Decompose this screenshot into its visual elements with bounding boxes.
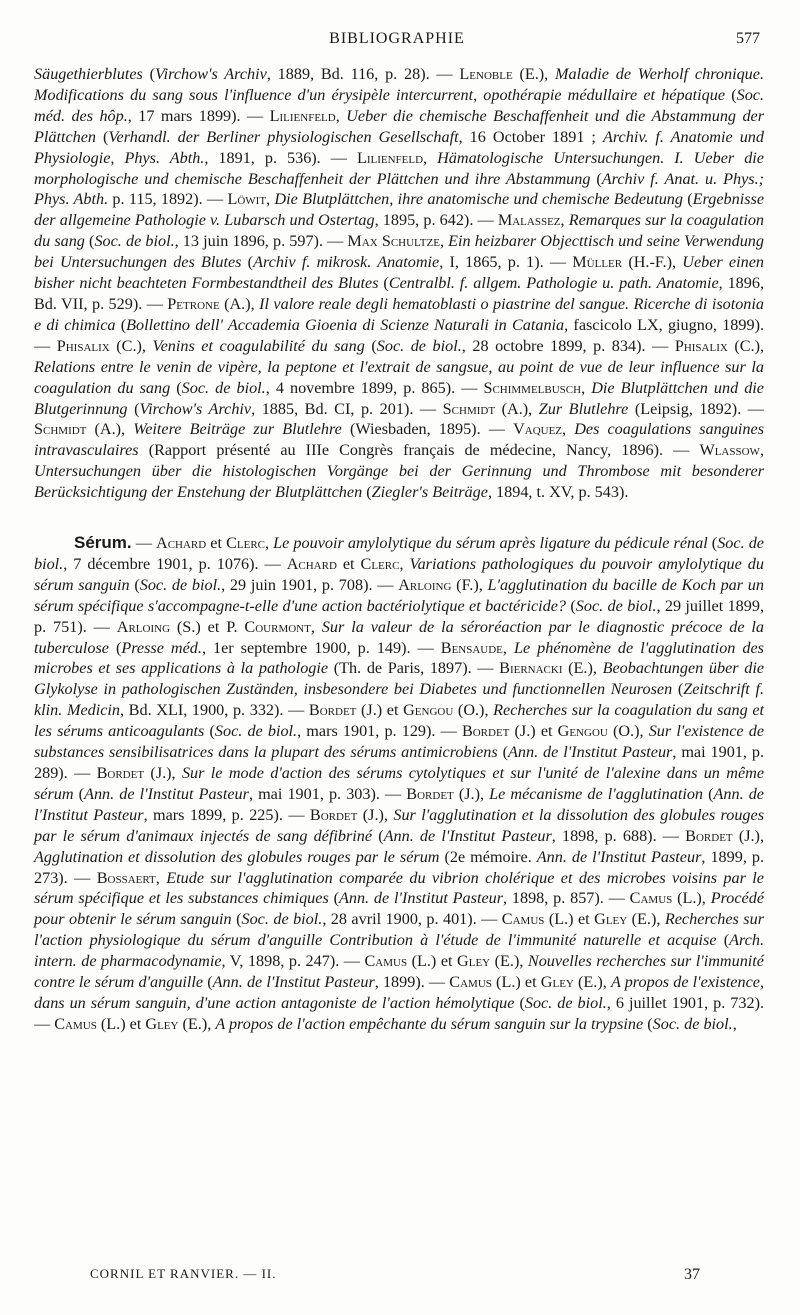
citation-text: , mars 1901, p. 129). — (297, 722, 462, 741)
italic-title: Recherches sur l'action physiologique du sérum d'anguille Contribution à l'étude de l'immunité naturelle et acquise (34, 910, 764, 950)
citation-text: , 29 juin 1901, p. 708). — (221, 575, 399, 594)
citation-text: ( (672, 680, 684, 699)
citation-text: (E.), (627, 910, 665, 929)
citation-text: , 1891, p. 536). — (204, 148, 357, 167)
author-name: Lenoble (459, 65, 513, 83)
citation-text: , 1896, Bd. VII, p. 529). — (34, 274, 764, 313)
author-name: Schmidt (442, 399, 496, 418)
citation-text: ( (96, 127, 109, 146)
page-number: 577 (736, 30, 760, 47)
citation-text: , (502, 638, 514, 657)
citation-text: ( (73, 784, 85, 803)
author-name: Clerc (226, 534, 266, 553)
citation-text: (J.), (732, 826, 764, 845)
italic-title: Recherches sur la coagulation du sang et les sérums anticoagulants (34, 701, 765, 741)
citation-text: (O.), (607, 722, 649, 741)
citation-text: , 1894, t. XV, p. 543). (487, 483, 629, 502)
citation-text: , (335, 106, 347, 125)
author-name: Bordet (461, 722, 510, 741)
citation-text: ( (127, 399, 140, 418)
citation-text: ( (328, 889, 339, 908)
citation-text: ( (203, 973, 213, 992)
italic-title: Archiv. f. Anatomie und Physiologie, Phys. Abth. (34, 127, 764, 167)
citation-text: (E.), (573, 973, 611, 992)
italic-title: Des coagulations sanguines intravasculaires (34, 420, 764, 460)
italic-title: Agglutination et dissolution des globules rouges par le sérum (34, 847, 440, 866)
italic-title: Variations pathologiques du pouvoir amylolytique du sérum sanguin (34, 554, 764, 594)
citation-text: , 28 octobre 1899, p. 834). — (461, 336, 675, 355)
italic-title: Soc. méd. des hôp. (34, 85, 765, 125)
author-name: Camus (449, 973, 492, 992)
italic-title: Ann. de l'Institut Pasteur (338, 889, 504, 908)
sheet-number: 37 (684, 1266, 700, 1283)
citation-text: ( (497, 743, 509, 762)
italic-title: Soc. de biol. (181, 378, 266, 397)
citation-text: (H.-F.), (622, 253, 683, 272)
citation-text: ( (372, 826, 384, 845)
italic-title: Ueber einen bisher nicht beachteten Formbestandtheil des Blutes (34, 253, 764, 293)
italic-title: Soc. de biol. (575, 596, 657, 615)
citation-text: , 1885, Bd. CI, p. 201). — (251, 399, 443, 418)
citation-text: ( (84, 232, 95, 251)
citation-text: , 1898, p. 688). — (551, 826, 686, 845)
author-name: Gley (540, 973, 574, 992)
citation-text: , (265, 534, 274, 553)
italic-title: Ergebnisse der allgemeine Pathologie v. Lubarsch und Ostertag (34, 190, 765, 230)
italic-title: Arch. intern. de pharmacodynamie (34, 931, 765, 971)
italic-title: Untersuchungen über die histologischen Vorgänge bei der Gerinnung und Thrombose mit besonderer Berücksichtigung der Enstehung der Blutplättchen (34, 462, 764, 502)
italic-title: Zur Blutlehre (538, 399, 629, 418)
citation-text: , 1er septembre 1900, p. 149). — (201, 638, 441, 657)
italic-title: Nouvelles recherches sur l'immunité contre le sérum d'anguille (34, 952, 764, 992)
citation-text: (L.) et (96, 1014, 146, 1033)
author-name: Petrone (167, 294, 220, 313)
author-name: Arloing (116, 617, 171, 636)
citation-text: (J.) et (509, 722, 558, 741)
citation-text: , 1898, p. 857). — (503, 889, 630, 908)
italic-title: Ann. de l'Institut Pasteur (536, 847, 702, 866)
italic-title: Ann. de l'Institut Pasteur (212, 973, 375, 992)
citation-text: , (581, 378, 592, 397)
italic-title: L'agglutination du bacille de Koch par un sérum spécifique s'accompagne-t-elle d'une action bactériolytique et bactéricide? (34, 575, 764, 615)
author-name: Vaquez (513, 420, 563, 439)
italic-title: Sur l'existence de substances sensibilisatrices dans la plupart des sérums antimicrobiens (34, 722, 765, 762)
citation-text: , mars 1899, p. 225). — (143, 805, 310, 824)
italic-title: Le mécanisme de l'agglutination (489, 784, 704, 803)
author-name: Camus (629, 889, 673, 908)
citation-text: ( (725, 85, 737, 104)
italic-title: Sur la valeur de la séroréaction par le diagnostic précoce de la tuberculose (34, 617, 764, 657)
author-name: Courmont (244, 617, 311, 636)
section-term: Sérum. (74, 533, 132, 553)
italic-title: Le pouvoir amylolytique du sérum après ligature du pédicule rénal (273, 534, 708, 553)
author-name: Phisalix (674, 336, 728, 355)
citation-text: ( (590, 169, 602, 188)
author-name: Phisalix (56, 336, 110, 355)
author-name: Bordet (308, 701, 357, 720)
citation-text: , mai 1901, p. 303). — (248, 784, 407, 803)
author-name: Löwit (227, 190, 267, 209)
italic-title: Il valore reale degli hematoblasti o piastrine del sangue. Ricerche di isotonia e di chimica (34, 294, 764, 334)
author-name: Bordet (309, 805, 358, 824)
citation-text: ( (716, 931, 730, 950)
citation-text: , (732, 1014, 737, 1033)
author-name: Lilienfeld (356, 148, 424, 167)
author-name: Camus (54, 1014, 97, 1033)
italic-title: Säugethierblutes (34, 65, 143, 83)
citation-text: ( (231, 910, 242, 929)
italic-title: Soc. de biol. (94, 232, 175, 251)
italic-title: Presse méd. (121, 638, 202, 657)
author-name: Gengou (557, 722, 608, 741)
citation-text: ( (108, 638, 122, 657)
author-name: Bordet (406, 784, 454, 803)
citation-text: (L.) et (491, 973, 541, 992)
citation-text: (C.), (727, 336, 765, 355)
author-name: Max Schultze (347, 232, 440, 251)
citation-text: (L.) et (407, 952, 458, 971)
citation-text: ( (241, 253, 254, 272)
italic-title: Etude sur l'agglutination comparée du vibrion cholérique et des microbes voisins par le sérum spécifique et les substances chimiques (34, 868, 764, 908)
citation-text: (E.), (178, 1014, 216, 1033)
italic-title: Virchow's Archiv (154, 65, 267, 83)
author-name: Bensaude (440, 638, 503, 657)
italic-title: Ann. de l'Institut Pasteur (383, 826, 552, 845)
italic-title: Ein heizbarer Objecttisch und seine Verwendung bei Untersuchungen des Blutes (34, 232, 764, 272)
bibliography-paragraph-serum (34, 533, 764, 1035)
running-title: BIBLIOGRAPHIE (329, 30, 465, 47)
italic-title: Centralbl. f. allgem. Pathologie u. path. Anatomie (388, 274, 719, 293)
citation-text: (Th. de Paris, 1897). — (328, 659, 500, 678)
author-name: Lilienfeld (269, 106, 336, 125)
citation-text: ( (142, 65, 155, 83)
citation-text: , (266, 190, 275, 209)
citation-text: ( (364, 336, 377, 355)
author-name: Gley (457, 952, 491, 971)
italic-title: Ann. de l'Institut Pasteur (34, 784, 764, 824)
citation-text: (Rapport présenté au IIIe Congrès français de médecine, Nancy, 1896). — (138, 441, 700, 460)
citation-text: , (439, 232, 449, 251)
citation-text: ( (115, 315, 127, 334)
citation-text: , 1899). — (374, 973, 450, 992)
citation-text: , 1899, p. 273). — (34, 847, 765, 887)
author-name: Camus (501, 910, 545, 929)
italic-title: Soc. de biol. (214, 722, 298, 741)
citation-text: (2e mémoire. (439, 847, 537, 866)
citation-text: (F.), (451, 575, 488, 594)
running-header (34, 30, 760, 52)
italic-title: Virchow's Archiv (139, 399, 252, 418)
citation-text: (C.), (109, 336, 153, 355)
italic-title: Le phénomène de l'agglutination des microbes et ses applications à la pathologie (34, 638, 764, 678)
bibliography-body (34, 64, 764, 1035)
citation-text: , 4 novembre 1899, p. 865). — (265, 378, 484, 397)
citation-text: , 29 juillet 1899, p. 751). — (34, 596, 764, 636)
citation-text: (J.) et (356, 701, 404, 720)
citation-text: ( (703, 784, 714, 803)
citation-text: (A.), (86, 420, 134, 439)
author-name: Schmidt (34, 420, 87, 439)
italic-title: Remarques sur la coagulation du sang (34, 211, 765, 251)
author-name: Bordet (685, 826, 733, 845)
citation-text: ( (204, 722, 215, 741)
author-name: Bordet (96, 764, 145, 782)
citation-text: — (131, 534, 157, 553)
author-name: Gley (594, 910, 628, 929)
author-name: Clerc (360, 554, 400, 573)
citation-text: , mai 1901, p. 289). — (34, 743, 764, 782)
italic-title: Soc. de biol. (241, 910, 323, 929)
italic-title: Ann. de l'Institut Pasteur (84, 784, 249, 803)
citation-text: , (560, 211, 569, 230)
italic-title: Weitere Beiträge zur Blutlehre (133, 420, 342, 439)
author-name: Biernacki (499, 659, 563, 678)
citation-text: , 1889, Bd. 116, p. 28). — (266, 65, 460, 83)
citation-text: , (759, 441, 764, 460)
italic-title: Procédé pour obtenir le sérum sanguin (34, 889, 765, 929)
italic-title: Sur le mode d'action des sérums cytolytiques et sur l'unité de l'alexine dans un même sérum (34, 764, 764, 803)
citation-text: , 17 mars 1899). — (127, 106, 270, 125)
author-name: Arloing (398, 575, 452, 594)
citation-text: (O.), (453, 701, 494, 720)
citation-text: , (562, 420, 575, 439)
italic-title: A propos de l'existence, dans un sérum sanguin, d'une action antagoniste de l'action hémolytique (34, 973, 765, 1012)
citation-text: p. 115, 1892). — (108, 190, 228, 209)
italic-title: Soc. de biol. (652, 1014, 733, 1033)
author-name: Malassez (497, 211, 561, 230)
citation-text: (J.), (357, 805, 394, 824)
italic-title: Soc. de biol. (524, 993, 607, 1012)
bibliography-paragraph-blood-platelets (34, 64, 764, 503)
citation-text: ( (362, 483, 372, 502)
citation-text: (A.), (219, 294, 260, 313)
italic-title: Relations entre le venin de vipère, la peptone et l'extrait de sangsue, au point de vue de leur influence sur la coagulation du sang (34, 357, 764, 397)
author-name: Müller (572, 253, 623, 272)
italic-title: Archiv f. mikrosk. Anatomie (253, 253, 440, 272)
citation-text: , (310, 617, 322, 636)
italic-title: Maladie de Werholf chronique. Modifications du sang sous l'influence d'un érysipèle intercurrent, opothérapie médullaire et hépatique (34, 65, 765, 104)
italic-title: Soc. de biol. (34, 534, 764, 573)
citation-text: ( (643, 1014, 653, 1033)
citation-text: , 7 décembre 1901, p. 1076). — (63, 554, 287, 573)
author-name: Wlassow (699, 441, 760, 460)
author-name: Schimmelbusch (483, 378, 582, 397)
citation-text: ( (707, 534, 718, 553)
citation-text: (A.), (495, 399, 539, 418)
author-name: Gengou (403, 701, 454, 720)
italic-title: Die Blutplättchen und die Blutgerinnung (34, 378, 764, 418)
citation-text: (L.) et (544, 910, 595, 929)
citation-text: , (423, 148, 438, 167)
signature-mark: CORNIL ET RANVIER. — II. (90, 1266, 277, 1281)
citation-text: , Bd. XLI, 1900, p. 332). — (120, 701, 309, 720)
citation-text: , 1895, p. 642). — (374, 211, 498, 230)
italic-title: Die Blutplättchen, ihre anatomische und chemische Bedeutung (274, 190, 683, 209)
citation-text: (S.) et P. (170, 617, 245, 636)
author-name: Bossaert (96, 868, 156, 887)
citation-text: , I, 1865, p. 1). — (439, 253, 573, 272)
citation-text: , 16 October 1891 ; (458, 127, 603, 146)
citation-text: , 6 juillet 1901, p. 732). — (34, 993, 765, 1033)
citation-text: ( (170, 378, 182, 397)
citation-text: (E.), (490, 952, 528, 971)
citation-text: ( (514, 993, 525, 1012)
author-name: Achard (286, 554, 337, 573)
citation-text: ( (129, 575, 140, 594)
citation-text: (J.), (453, 784, 490, 803)
citation-text: , (399, 554, 410, 573)
citation-text: (E.), (512, 65, 555, 83)
italic-title: Venins et coagulabilité du sang (152, 336, 365, 355)
citation-text: (L.), (672, 889, 711, 908)
citation-text: , 13 juin 1896, p. 597). — (174, 232, 348, 251)
author-name: Gley (145, 1014, 179, 1033)
italic-title: Beobachtungen über die Glykolyse in pathologischen Zuständen, insbesondere bei Diabetes und functionnellen Neurosen (34, 659, 765, 699)
italic-title: Hämatologische Untersuchungen. I. Ueber die morphologische und chemische Beschaffenheit der Plättchen und ihre Abstammung (34, 148, 764, 188)
italic-title: Ann. de l'Institut Pasteur (508, 743, 673, 762)
italic-title: Zeitschrift f. klin. Medicin (34, 680, 764, 720)
author-name: Achard (156, 534, 207, 553)
italic-title: Archiv f. Anat. u. Phys.; Phys. Abth. (34, 169, 765, 209)
italic-title: Soc. de biol. (376, 336, 462, 355)
citation-text: , V, 1898, p. 247). — (221, 952, 365, 971)
page-footer (90, 1266, 700, 1286)
citation-text: et (206, 534, 227, 553)
italic-title: Bollettino dell' Accademia Gioenia di Scienze Naturali in Catania (126, 315, 565, 334)
citation-text: (Wiesbaden, 1895). — (341, 420, 514, 439)
italic-title: Verhandl. der Berliner physiologischen Gesellschaft (108, 127, 459, 146)
italic-title: A propos de l'action empêchante du sérum sanguin sur la trypsine (215, 1014, 644, 1033)
citation-text: , 28 avril 1900, p. 401). — (322, 910, 502, 929)
citation-text: ( (682, 190, 693, 209)
author-name: Camus (364, 952, 408, 971)
citation-text: , fascicolo LX, giugno, 1899). — (34, 315, 765, 355)
citation-text: ( (378, 274, 389, 293)
italic-title: Sur l'agglutination et la dissolution des globules rouges par le sérum d'animaux injectés de sang défibriné (34, 805, 764, 845)
citation-text: et (336, 554, 361, 573)
italic-title: Soc. de biol. (139, 575, 222, 594)
italic-title: Ueber die chemische Beschaffenheit und die Abstammung der Plättchen (34, 106, 765, 146)
citation-text: (Leipsig, 1892). — (628, 399, 764, 418)
citation-text: (J.), (144, 764, 182, 782)
citation-text: ( (566, 596, 576, 615)
italic-title: Ziegler's Beiträge (371, 483, 488, 502)
citation-text: (E.), (562, 659, 603, 678)
citation-text: , (155, 868, 167, 887)
